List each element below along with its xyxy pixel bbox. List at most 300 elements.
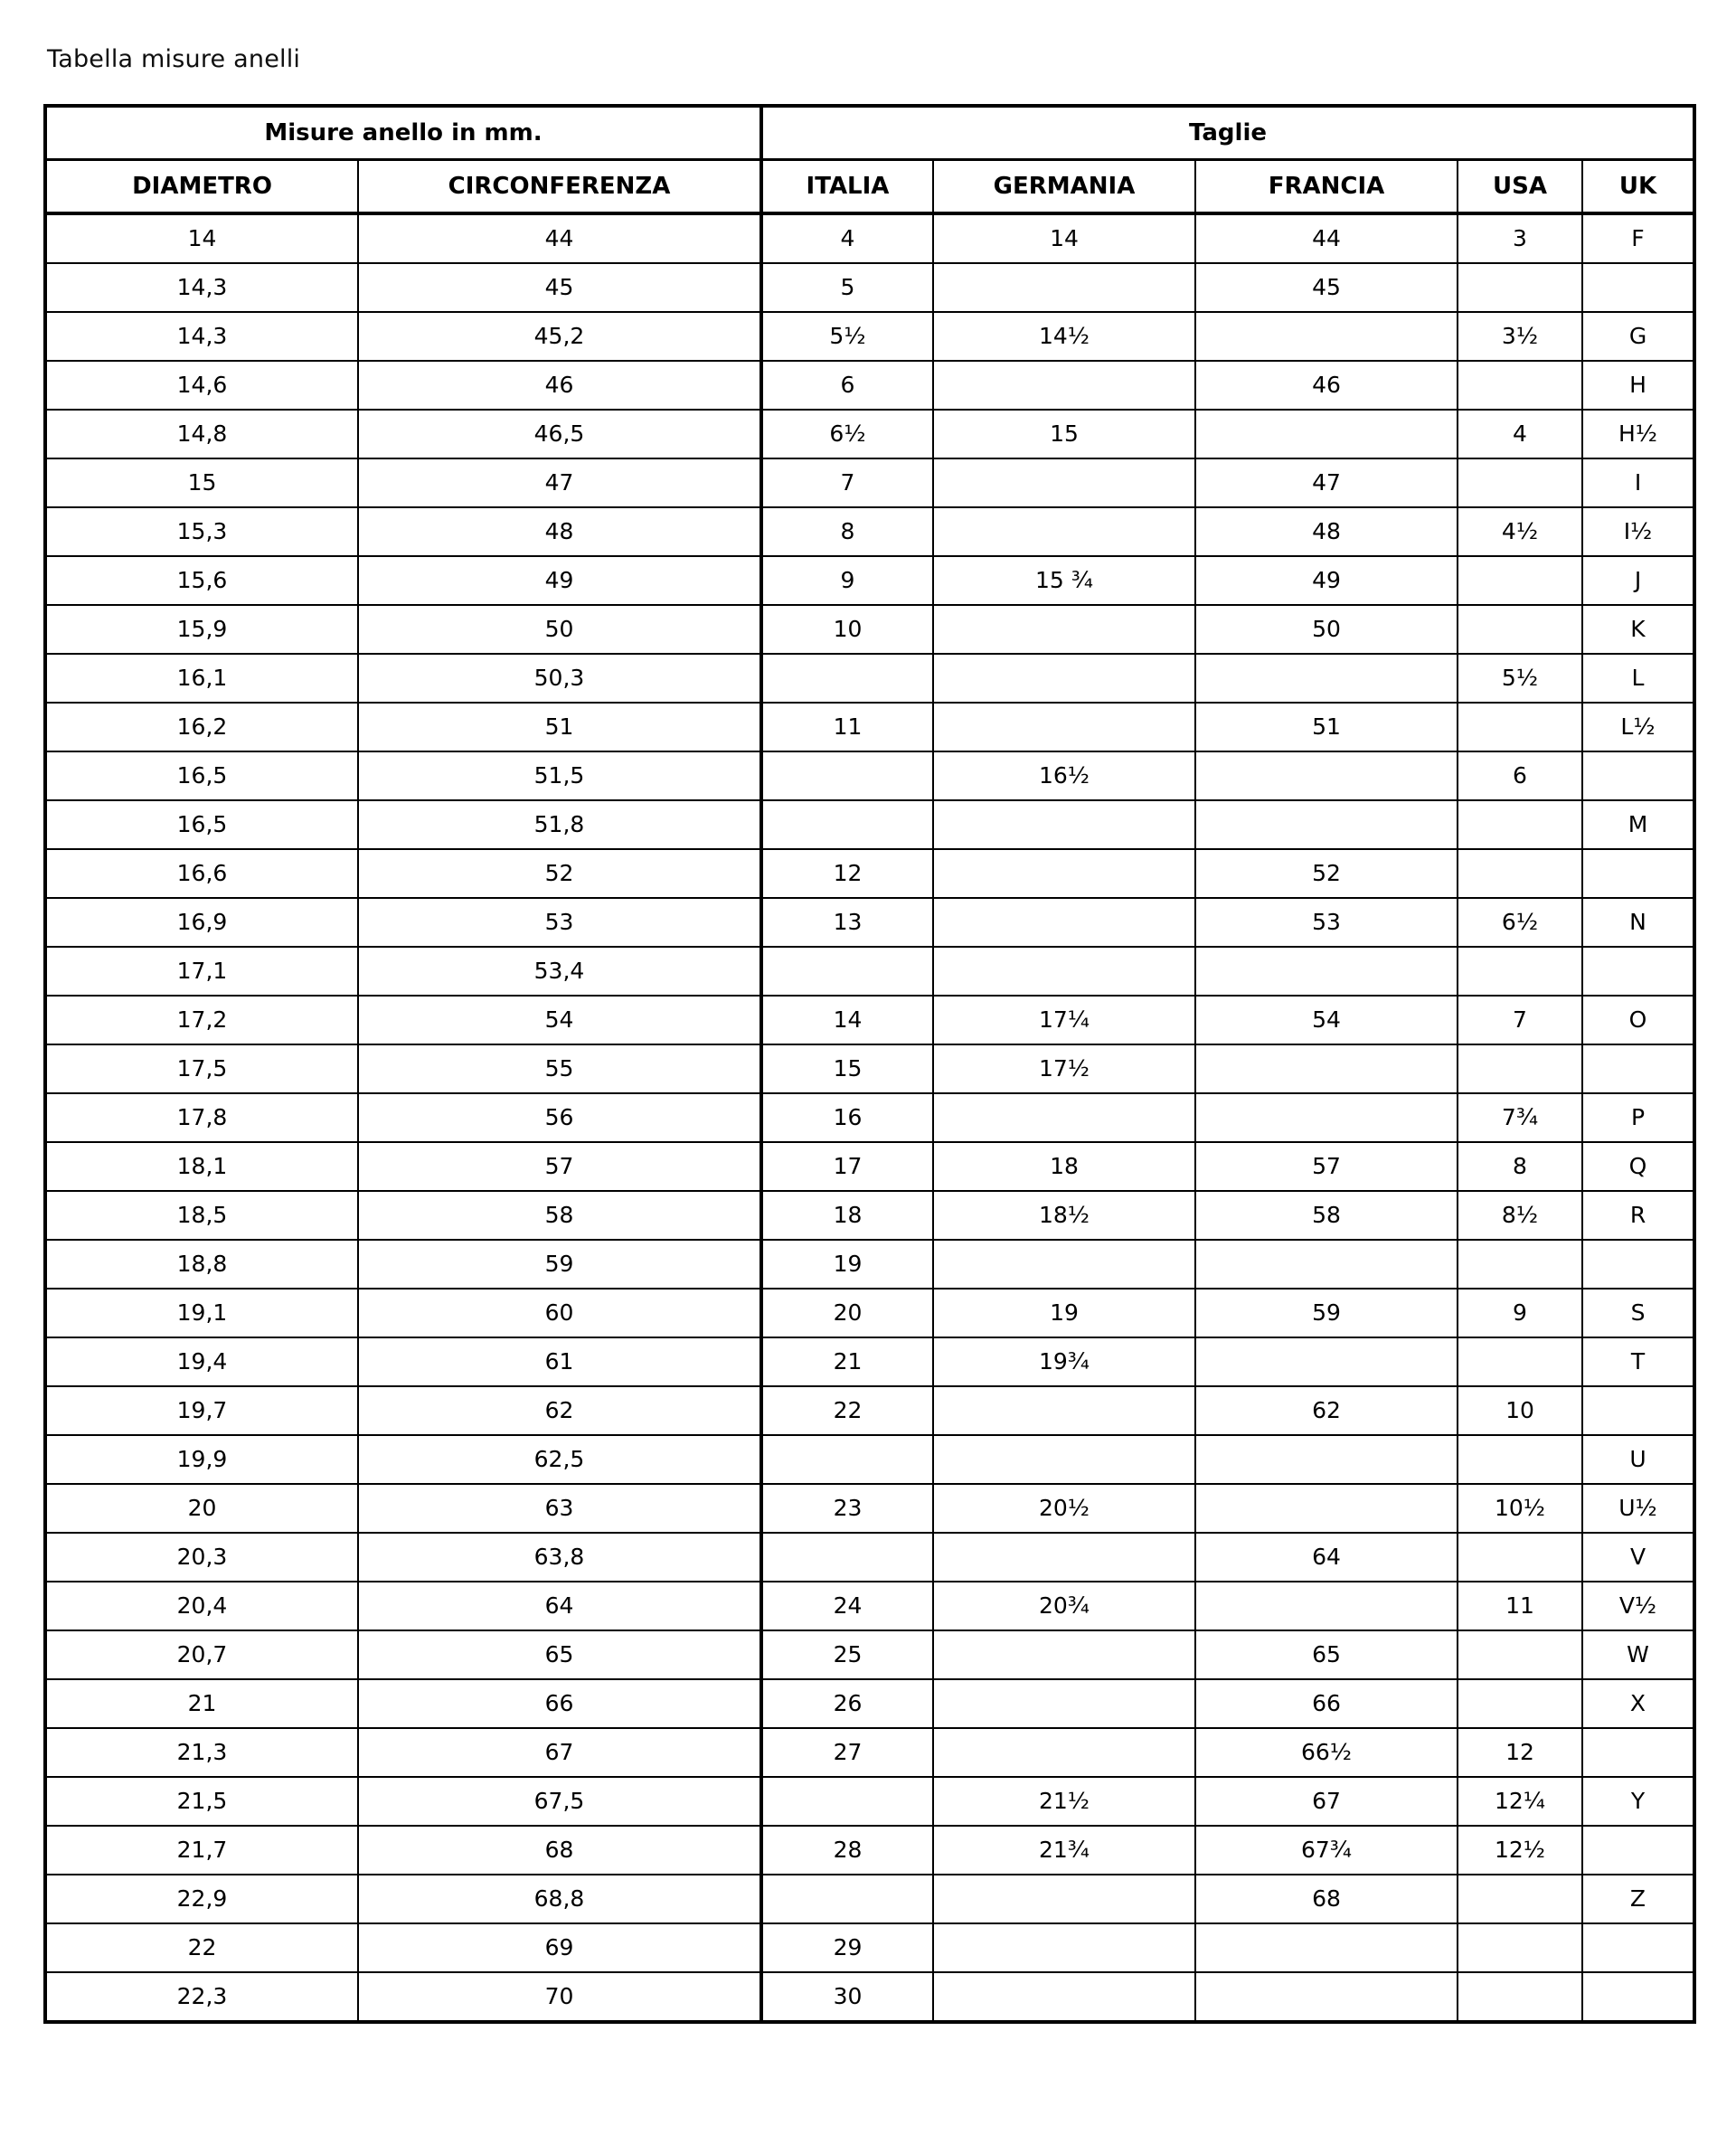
cell-uk — [1582, 947, 1694, 996]
cell-germania — [933, 947, 1195, 996]
cell-circonferenza: 45 — [358, 263, 761, 312]
cell-uk: Z — [1582, 1875, 1694, 1923]
cell-italia: 10 — [761, 605, 933, 654]
cell-usa — [1458, 1435, 1582, 1484]
cell-germania — [933, 800, 1195, 849]
cell-germania — [933, 1386, 1195, 1435]
cell-diametro: 20 — [45, 1484, 358, 1533]
table-row — [45, 312, 1694, 361]
cell-italia: 22 — [761, 1386, 933, 1435]
cell-diametro: 15,9 — [45, 605, 358, 654]
cell-circonferenza: 56 — [358, 1093, 761, 1142]
cell-germania — [933, 1972, 1195, 2022]
cell-italia: 7 — [761, 458, 933, 507]
cell-germania — [933, 849, 1195, 898]
table-row — [45, 605, 1694, 654]
cell-usa — [1458, 1679, 1582, 1728]
cell-uk: I½ — [1582, 507, 1694, 556]
cell-circonferenza: 67,5 — [358, 1777, 761, 1826]
cell-francia: 57 — [1195, 1142, 1458, 1191]
cell-diametro: 19,4 — [45, 1337, 358, 1386]
cell-circonferenza: 47 — [358, 458, 761, 507]
cell-diametro: 22 — [45, 1923, 358, 1972]
cell-italia — [761, 947, 933, 996]
table-group-header-row — [45, 106, 1694, 160]
cell-italia — [761, 1875, 933, 1923]
cell-francia: 68 — [1195, 1875, 1458, 1923]
column-header-italia: ITALIA — [761, 160, 933, 214]
cell-italia: 5½ — [761, 312, 933, 361]
cell-italia — [761, 1435, 933, 1484]
table-row — [45, 1777, 1694, 1826]
table-row — [45, 213, 1694, 263]
cell-uk: T — [1582, 1337, 1694, 1386]
cell-usa: 6 — [1458, 751, 1582, 800]
cell-diametro: 16,2 — [45, 703, 358, 751]
cell-diametro: 18,1 — [45, 1142, 358, 1191]
cell-francia: 62 — [1195, 1386, 1458, 1435]
cell-italia: 28 — [761, 1826, 933, 1875]
cell-circonferenza: 68,8 — [358, 1875, 761, 1923]
cell-germania — [933, 1240, 1195, 1289]
table-row — [45, 1386, 1694, 1435]
cell-italia: 8 — [761, 507, 933, 556]
cell-uk: H½ — [1582, 410, 1694, 458]
table-row — [45, 556, 1694, 605]
table-row — [45, 361, 1694, 410]
cell-usa — [1458, 849, 1582, 898]
cell-italia: 26 — [761, 1679, 933, 1728]
cell-diametro: 19,9 — [45, 1435, 358, 1484]
cell-uk: W — [1582, 1630, 1694, 1679]
cell-germania — [933, 1679, 1195, 1728]
cell-usa: 8½ — [1458, 1191, 1582, 1240]
cell-circonferenza: 50,3 — [358, 654, 761, 703]
cell-germania: 18½ — [933, 1191, 1195, 1240]
cell-circonferenza: 52 — [358, 849, 761, 898]
cell-usa: 9 — [1458, 1289, 1582, 1337]
table-row — [45, 1923, 1694, 1972]
cell-germania: 21½ — [933, 1777, 1195, 1826]
cell-uk: Y — [1582, 1777, 1694, 1826]
cell-diametro: 14,6 — [45, 361, 358, 410]
cell-usa: 12½ — [1458, 1826, 1582, 1875]
cell-diametro: 17,2 — [45, 996, 358, 1044]
cell-francia — [1195, 751, 1458, 800]
cell-diametro: 17,8 — [45, 1093, 358, 1142]
cell-germania: 20¾ — [933, 1582, 1195, 1630]
cell-germania — [933, 361, 1195, 410]
cell-uk — [1582, 1826, 1694, 1875]
column-header-diametro: DIAMETRO — [45, 160, 358, 214]
cell-usa: 7 — [1458, 996, 1582, 1044]
cell-germania — [933, 1093, 1195, 1142]
cell-francia: 44 — [1195, 213, 1458, 263]
cell-circonferenza: 65 — [358, 1630, 761, 1679]
cell-germania — [933, 654, 1195, 703]
cell-italia — [761, 800, 933, 849]
cell-diametro: 19,7 — [45, 1386, 358, 1435]
cell-usa — [1458, 800, 1582, 849]
table-row — [45, 1093, 1694, 1142]
cell-circonferenza: 54 — [358, 996, 761, 1044]
cell-italia — [761, 1777, 933, 1826]
cell-italia: 18 — [761, 1191, 933, 1240]
cell-uk: R — [1582, 1191, 1694, 1240]
cell-uk: S — [1582, 1289, 1694, 1337]
cell-diametro: 20,7 — [45, 1630, 358, 1679]
cell-germania — [933, 1533, 1195, 1582]
cell-francia: 67 — [1195, 1777, 1458, 1826]
cell-germania — [933, 1728, 1195, 1777]
table-row — [45, 1484, 1694, 1533]
cell-germania — [933, 1630, 1195, 1679]
cell-circonferenza: 45,2 — [358, 312, 761, 361]
cell-diametro: 16,5 — [45, 751, 358, 800]
table-row — [45, 800, 1694, 849]
cell-italia: 16 — [761, 1093, 933, 1142]
table-row — [45, 1582, 1694, 1630]
table-row — [45, 1044, 1694, 1093]
cell-uk — [1582, 1386, 1694, 1435]
cell-diametro: 15,6 — [45, 556, 358, 605]
cell-germania — [933, 1435, 1195, 1484]
cell-usa — [1458, 1875, 1582, 1923]
cell-germania — [933, 458, 1195, 507]
cell-germania — [933, 1923, 1195, 1972]
column-header-circonferenza: CIRCONFERENZA — [358, 160, 761, 214]
cell-diametro: 14,8 — [45, 410, 358, 458]
cell-germania: 20½ — [933, 1484, 1195, 1533]
page-title: Tabella misure anelli — [47, 45, 301, 73]
cell-germania: 17¼ — [933, 996, 1195, 1044]
cell-circonferenza: 64 — [358, 1582, 761, 1630]
cell-circonferenza: 44 — [358, 213, 761, 263]
cell-uk — [1582, 1972, 1694, 2022]
cell-usa — [1458, 1972, 1582, 2022]
table-row — [45, 1728, 1694, 1777]
table-row — [45, 263, 1694, 312]
cell-francia — [1195, 1435, 1458, 1484]
cell-uk — [1582, 1923, 1694, 1972]
cell-francia — [1195, 800, 1458, 849]
cell-italia: 19 — [761, 1240, 933, 1289]
table-row — [45, 1972, 1694, 2022]
cell-diametro: 16,1 — [45, 654, 358, 703]
cell-francia: 50 — [1195, 605, 1458, 654]
cell-francia — [1195, 1044, 1458, 1093]
cell-italia: 25 — [761, 1630, 933, 1679]
cell-usa: 10 — [1458, 1386, 1582, 1435]
table-header — [45, 106, 1694, 213]
cell-diametro: 22,9 — [45, 1875, 358, 1923]
cell-francia: 47 — [1195, 458, 1458, 507]
table-row — [45, 1240, 1694, 1289]
cell-germania: 17½ — [933, 1044, 1195, 1093]
cell-uk: F — [1582, 213, 1694, 263]
cell-usa: 7¾ — [1458, 1093, 1582, 1142]
table-row — [45, 947, 1694, 996]
cell-francia — [1195, 1582, 1458, 1630]
cell-diametro: 16,9 — [45, 898, 358, 947]
cell-uk: X — [1582, 1679, 1694, 1728]
cell-usa: 3 — [1458, 213, 1582, 263]
cell-francia — [1195, 1484, 1458, 1533]
cell-francia: 64 — [1195, 1533, 1458, 1582]
cell-uk — [1582, 849, 1694, 898]
table-row — [45, 410, 1694, 458]
cell-uk: M — [1582, 800, 1694, 849]
cell-francia: 45 — [1195, 263, 1458, 312]
cell-circonferenza: 55 — [358, 1044, 761, 1093]
cell-usa — [1458, 1533, 1582, 1582]
cell-circonferenza: 66 — [358, 1679, 761, 1728]
cell-diametro: 14 — [45, 213, 358, 263]
cell-circonferenza: 57 — [358, 1142, 761, 1191]
cell-circonferenza: 61 — [358, 1337, 761, 1386]
cell-diametro: 21 — [45, 1679, 358, 1728]
cell-uk — [1582, 1240, 1694, 1289]
cell-usa — [1458, 605, 1582, 654]
cell-italia: 11 — [761, 703, 933, 751]
cell-uk: V½ — [1582, 1582, 1694, 1630]
cell-uk: N — [1582, 898, 1694, 947]
cell-circonferenza: 48 — [358, 507, 761, 556]
cell-germania: 21¾ — [933, 1826, 1195, 1875]
table-row — [45, 1289, 1694, 1337]
cell-italia — [761, 751, 933, 800]
table-row — [45, 996, 1694, 1044]
cell-francia: 67¾ — [1195, 1826, 1458, 1875]
column-header-uk: UK — [1582, 160, 1694, 214]
column-header-francia: FRANCIA — [1195, 160, 1458, 214]
cell-usa — [1458, 556, 1582, 605]
cell-uk: G — [1582, 312, 1694, 361]
cell-usa — [1458, 1337, 1582, 1386]
cell-usa — [1458, 263, 1582, 312]
cell-diametro: 16,5 — [45, 800, 358, 849]
table-body — [45, 213, 1694, 2022]
cell-italia: 21 — [761, 1337, 933, 1386]
cell-germania: 15 ¾ — [933, 556, 1195, 605]
cell-germania: 14½ — [933, 312, 1195, 361]
ring-size-table — [43, 104, 1696, 2024]
cell-italia: 9 — [761, 556, 933, 605]
cell-francia: 54 — [1195, 996, 1458, 1044]
cell-italia: 27 — [761, 1728, 933, 1777]
cell-francia — [1195, 1923, 1458, 1972]
cell-francia: 49 — [1195, 556, 1458, 605]
cell-diametro: 20,3 — [45, 1533, 358, 1582]
cell-usa — [1458, 1630, 1582, 1679]
cell-usa: 12 — [1458, 1728, 1582, 1777]
cell-diametro: 17,5 — [45, 1044, 358, 1093]
cell-circonferenza: 58 — [358, 1191, 761, 1240]
cell-uk: K — [1582, 605, 1694, 654]
cell-circonferenza: 63 — [358, 1484, 761, 1533]
cell-francia: 65 — [1195, 1630, 1458, 1679]
table-row — [45, 654, 1694, 703]
cell-francia — [1195, 1972, 1458, 2022]
cell-uk — [1582, 751, 1694, 800]
cell-circonferenza: 60 — [358, 1289, 761, 1337]
cell-uk: U½ — [1582, 1484, 1694, 1533]
cell-germania — [933, 507, 1195, 556]
cell-francia — [1195, 1093, 1458, 1142]
table-row — [45, 1191, 1694, 1240]
cell-germania: 14 — [933, 213, 1195, 263]
cell-diametro: 17,1 — [45, 947, 358, 996]
cell-francia: 53 — [1195, 898, 1458, 947]
cell-diametro: 19,1 — [45, 1289, 358, 1337]
cell-francia — [1195, 410, 1458, 458]
cell-francia: 59 — [1195, 1289, 1458, 1337]
cell-diametro: 15,3 — [45, 507, 358, 556]
table-row — [45, 1435, 1694, 1484]
cell-uk: L — [1582, 654, 1694, 703]
cell-italia: 6 — [761, 361, 933, 410]
cell-circonferenza: 51,5 — [358, 751, 761, 800]
cell-usa — [1458, 703, 1582, 751]
cell-circonferenza: 46 — [358, 361, 761, 410]
cell-francia: 58 — [1195, 1191, 1458, 1240]
cell-usa: 5½ — [1458, 654, 1582, 703]
table-row — [45, 1826, 1694, 1875]
cell-diametro: 21,5 — [45, 1777, 358, 1826]
ring-size-table-wrapper — [43, 104, 1693, 2024]
table-row — [45, 1679, 1694, 1728]
cell-circonferenza: 62 — [358, 1386, 761, 1435]
table-row — [45, 1533, 1694, 1582]
table-row — [45, 751, 1694, 800]
cell-uk: V — [1582, 1533, 1694, 1582]
cell-germania — [933, 703, 1195, 751]
cell-circonferenza: 46,5 — [358, 410, 761, 458]
column-header-usa: USA — [1458, 160, 1582, 214]
cell-circonferenza: 69 — [358, 1923, 761, 1972]
table-row — [45, 507, 1694, 556]
cell-italia: 17 — [761, 1142, 933, 1191]
cell-italia — [761, 1533, 933, 1582]
cell-italia: 15 — [761, 1044, 933, 1093]
cell-uk: H — [1582, 361, 1694, 410]
cell-circonferenza: 62,5 — [358, 1435, 761, 1484]
cell-francia — [1195, 947, 1458, 996]
cell-uk: I — [1582, 458, 1694, 507]
cell-francia: 52 — [1195, 849, 1458, 898]
cell-uk: O — [1582, 996, 1694, 1044]
cell-diametro: 18,5 — [45, 1191, 358, 1240]
cell-usa: 10½ — [1458, 1484, 1582, 1533]
cell-uk: J — [1582, 556, 1694, 605]
cell-usa: 8 — [1458, 1142, 1582, 1191]
cell-uk — [1582, 1044, 1694, 1093]
cell-circonferenza: 68 — [358, 1826, 761, 1875]
cell-usa: 4 — [1458, 410, 1582, 458]
column-header-germania: GERMANIA — [933, 160, 1195, 214]
cell-italia: 13 — [761, 898, 933, 947]
table-row — [45, 1875, 1694, 1923]
cell-circonferenza: 67 — [358, 1728, 761, 1777]
cell-italia: 29 — [761, 1923, 933, 1972]
cell-usa — [1458, 1044, 1582, 1093]
cell-diametro: 22,3 — [45, 1972, 358, 2022]
cell-francia — [1195, 1240, 1458, 1289]
cell-uk: L½ — [1582, 703, 1694, 751]
cell-usa — [1458, 458, 1582, 507]
cell-germania — [933, 263, 1195, 312]
cell-italia: 4 — [761, 213, 933, 263]
cell-uk: P — [1582, 1093, 1694, 1142]
cell-circonferenza: 49 — [358, 556, 761, 605]
cell-usa — [1458, 947, 1582, 996]
cell-germania — [933, 898, 1195, 947]
cell-germania: 19¾ — [933, 1337, 1195, 1386]
table-row — [45, 898, 1694, 947]
cell-italia: 5 — [761, 263, 933, 312]
cell-francia: 66 — [1195, 1679, 1458, 1728]
table-row — [45, 1337, 1694, 1386]
cell-diametro: 15 — [45, 458, 358, 507]
cell-usa — [1458, 361, 1582, 410]
cell-italia: 24 — [761, 1582, 933, 1630]
cell-germania: 15 — [933, 410, 1195, 458]
cell-francia: 51 — [1195, 703, 1458, 751]
cell-francia — [1195, 312, 1458, 361]
cell-diametro: 16,6 — [45, 849, 358, 898]
table-row — [45, 1630, 1694, 1679]
cell-italia: 30 — [761, 1972, 933, 2022]
cell-circonferenza: 50 — [358, 605, 761, 654]
cell-usa — [1458, 1923, 1582, 1972]
cell-italia: 23 — [761, 1484, 933, 1533]
cell-germania: 18 — [933, 1142, 1195, 1191]
cell-circonferenza: 59 — [358, 1240, 761, 1289]
cell-usa: 4½ — [1458, 507, 1582, 556]
group-header-sizes: Taglie — [761, 106, 1694, 160]
cell-usa — [1458, 1240, 1582, 1289]
group-header-measurements: Misure anello in mm. — [45, 106, 761, 160]
cell-germania — [933, 605, 1195, 654]
cell-usa: 12¼ — [1458, 1777, 1582, 1826]
cell-diametro: 14,3 — [45, 263, 358, 312]
cell-circonferenza: 63,8 — [358, 1533, 761, 1582]
cell-italia: 12 — [761, 849, 933, 898]
cell-usa: 11 — [1458, 1582, 1582, 1630]
cell-diametro: 21,3 — [45, 1728, 358, 1777]
cell-italia: 14 — [761, 996, 933, 1044]
cell-uk: Q — [1582, 1142, 1694, 1191]
cell-italia: 6½ — [761, 410, 933, 458]
cell-italia: 20 — [761, 1289, 933, 1337]
cell-usa: 6½ — [1458, 898, 1582, 947]
cell-uk: U — [1582, 1435, 1694, 1484]
cell-germania: 19 — [933, 1289, 1195, 1337]
table-column-header-row — [45, 160, 1694, 214]
cell-circonferenza: 53,4 — [358, 947, 761, 996]
cell-francia: 48 — [1195, 507, 1458, 556]
cell-francia: 46 — [1195, 361, 1458, 410]
cell-francia — [1195, 654, 1458, 703]
cell-diametro: 14,3 — [45, 312, 358, 361]
cell-circonferenza: 70 — [358, 1972, 761, 2022]
cell-francia — [1195, 1337, 1458, 1386]
cell-usa: 3½ — [1458, 312, 1582, 361]
table-row — [45, 849, 1694, 898]
cell-germania — [933, 1875, 1195, 1923]
cell-circonferenza: 53 — [358, 898, 761, 947]
cell-circonferenza: 51,8 — [358, 800, 761, 849]
